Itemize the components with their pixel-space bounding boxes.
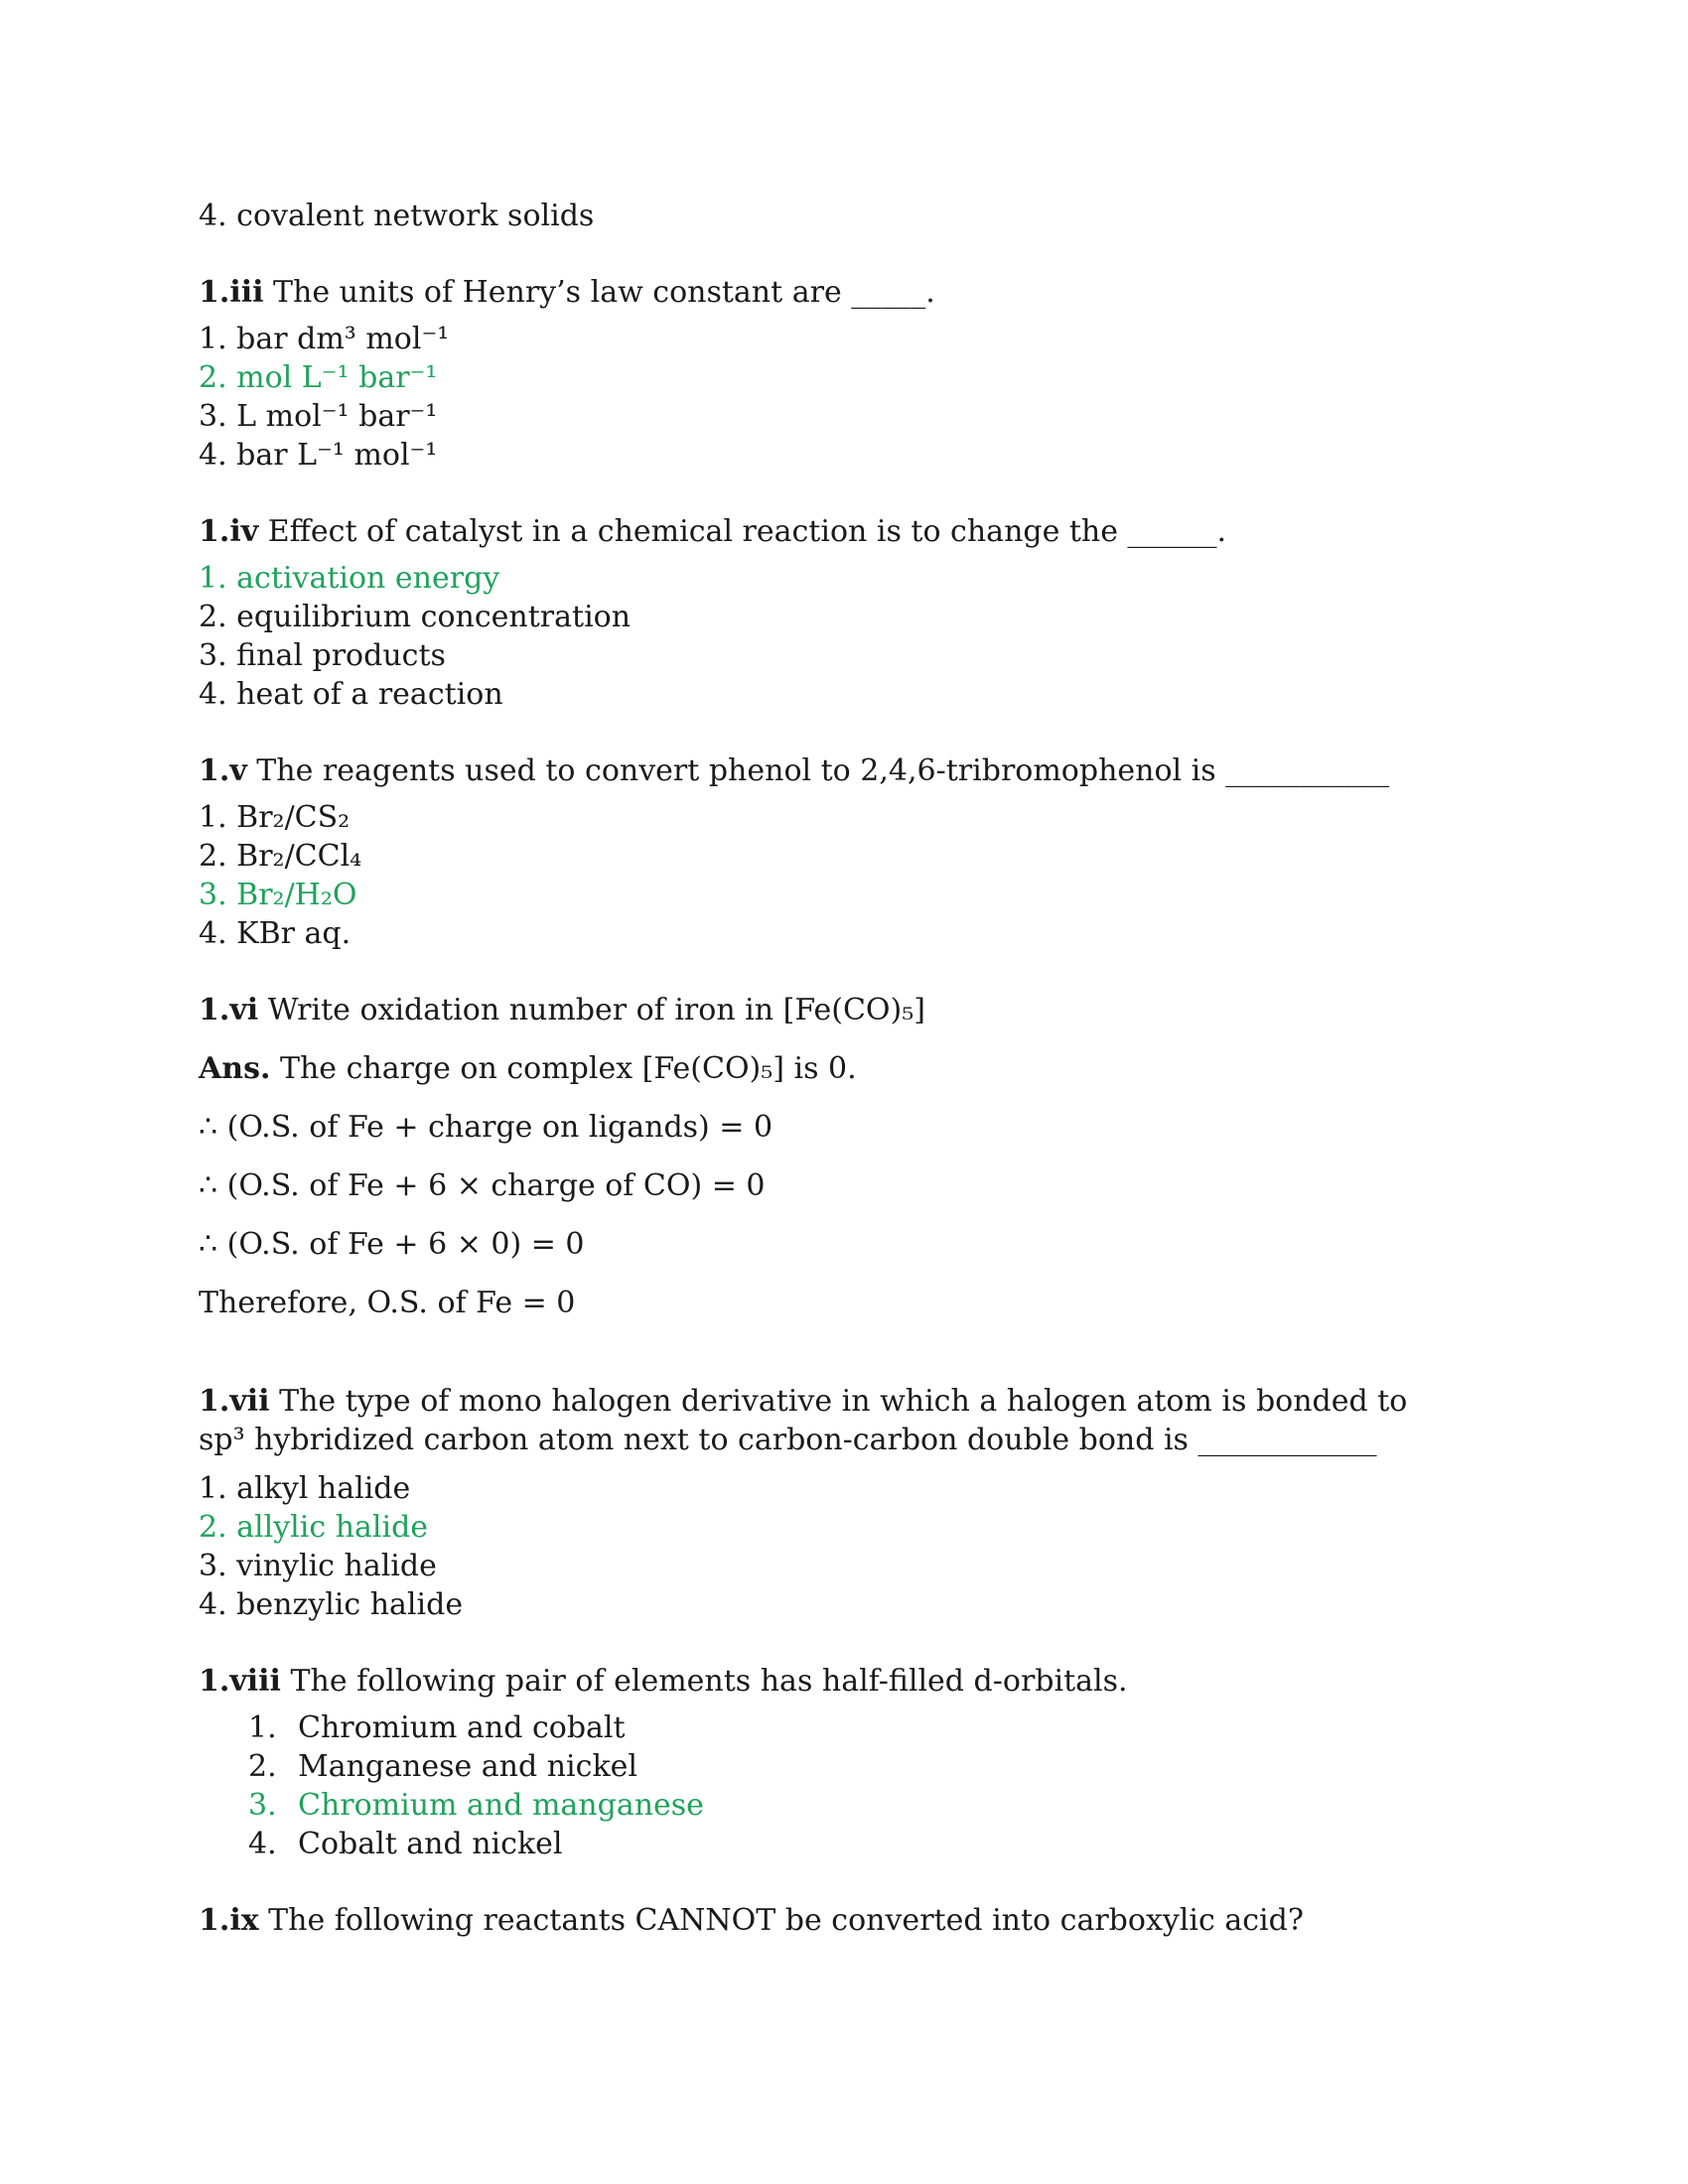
question-1-vi xyxy=(199,991,1489,1029)
option-item: 3. final products xyxy=(199,638,446,673)
option-item: 1. alkyl halide xyxy=(199,1471,411,1506)
option-item xyxy=(199,1708,1489,1747)
option-number: 3. xyxy=(248,1788,277,1823)
question-1-iii xyxy=(199,273,1489,312)
correct-option-item: 2. mol L⁻¹ bar⁻¹ xyxy=(199,360,438,395)
solution-step: ∴ (O.S. of Fe + 6 × charge of CO) = 0 xyxy=(199,1168,766,1203)
options-list xyxy=(199,798,1489,953)
question-number: 1.v xyxy=(199,753,247,788)
correct-option-item: 2. allylic halide xyxy=(199,1510,429,1545)
solution-conclusion: Therefore, O.S. of Fe = 0 xyxy=(199,1286,576,1320)
question-text-continued: sp³ hybridized carbon atom next to carbon-carbon double bond is ____________ xyxy=(199,1423,1377,1457)
option-item: 3. vinylic halide xyxy=(199,1549,437,1583)
option-text: Chromium and manganese xyxy=(298,1788,704,1823)
answer-line xyxy=(199,1049,1489,1088)
option-text: Cobalt and nickel xyxy=(298,1827,563,1861)
answer-label: Ans. xyxy=(199,1051,271,1086)
option-number: 2. xyxy=(248,1749,277,1784)
question-1-vii xyxy=(199,1382,1489,1421)
option-item xyxy=(199,1825,1489,1863)
question-number: 1.viii xyxy=(199,1664,281,1699)
document-page xyxy=(199,197,1489,1940)
question-text: Write oxidation number of iron in [Fe(CO)₅] xyxy=(258,993,925,1027)
option-item: 1. Br₂/CS₂ xyxy=(199,800,351,835)
solution-step: ∴ (O.S. of Fe + charge on ligands) = 0 xyxy=(199,1110,774,1145)
option-text: Chromium and cobalt xyxy=(298,1710,626,1745)
question-text: The following pair of elements has half-filled d-orbitals. xyxy=(280,1664,1128,1699)
question-1-v xyxy=(199,751,1489,790)
question-text: Effect of catalyst in a chemical reaction is to change the ______. xyxy=(258,514,1227,549)
question-text: The type of mono halogen derivative in which a halogen atom is bonded to xyxy=(269,1384,1408,1419)
options-list xyxy=(199,559,1489,714)
options-list xyxy=(199,1469,1489,1624)
question-number: 1.iii xyxy=(199,275,264,310)
question-1-viii xyxy=(199,1662,1489,1701)
answer-text: The charge on complex [Fe(CO)₅] is 0. xyxy=(270,1051,857,1086)
option-text: 4. covalent network solids xyxy=(199,199,595,233)
option-item: 4. KBr aq. xyxy=(199,916,352,951)
correct-option-item: 1. activation energy xyxy=(199,561,500,596)
question-text: The units of Henry’s law constant are _____. xyxy=(263,275,935,310)
question-number: 1.vi xyxy=(199,993,259,1027)
option-text: Manganese and nickel xyxy=(298,1749,637,1784)
option-item: 4. benzylic halide xyxy=(199,1587,464,1622)
question-number: 1.iv xyxy=(199,514,259,549)
solution-step: ∴ (O.S. of Fe + 6 × 0) = 0 xyxy=(199,1227,585,1262)
option-item: 3. L mol⁻¹ bar⁻¹ xyxy=(199,399,438,434)
question-number: 1.vii xyxy=(199,1384,270,1419)
option-item xyxy=(199,1747,1489,1786)
option-item: 1. bar dm³ mol⁻¹ xyxy=(199,322,450,356)
question-1-ix xyxy=(199,1901,1489,1940)
options-list xyxy=(199,320,1489,475)
option-item: 4. heat of a reaction xyxy=(199,677,503,712)
option-item: 2. Br₂/CCl₄ xyxy=(199,839,362,874)
question-text: The reagents used to convert phenol to 2,4,6-tribromophenol is ___________ xyxy=(246,753,1390,788)
question-1-iv xyxy=(199,512,1489,551)
question-number: 1.ix xyxy=(199,1903,259,1938)
option-number: 1. xyxy=(248,1710,277,1745)
correct-option-item: 3. Br₂/H₂O xyxy=(199,878,357,912)
option-number: 4. xyxy=(248,1827,277,1861)
question-text: The following reactants CANNOT be converted into carboxylic acid? xyxy=(258,1903,1304,1938)
option-item: 4. bar L⁻¹ mol⁻¹ xyxy=(199,438,438,473)
correct-option-item xyxy=(199,1786,1489,1825)
options-list xyxy=(199,1708,1489,1863)
option-item: 2. equilibrium concentration xyxy=(199,600,632,634)
